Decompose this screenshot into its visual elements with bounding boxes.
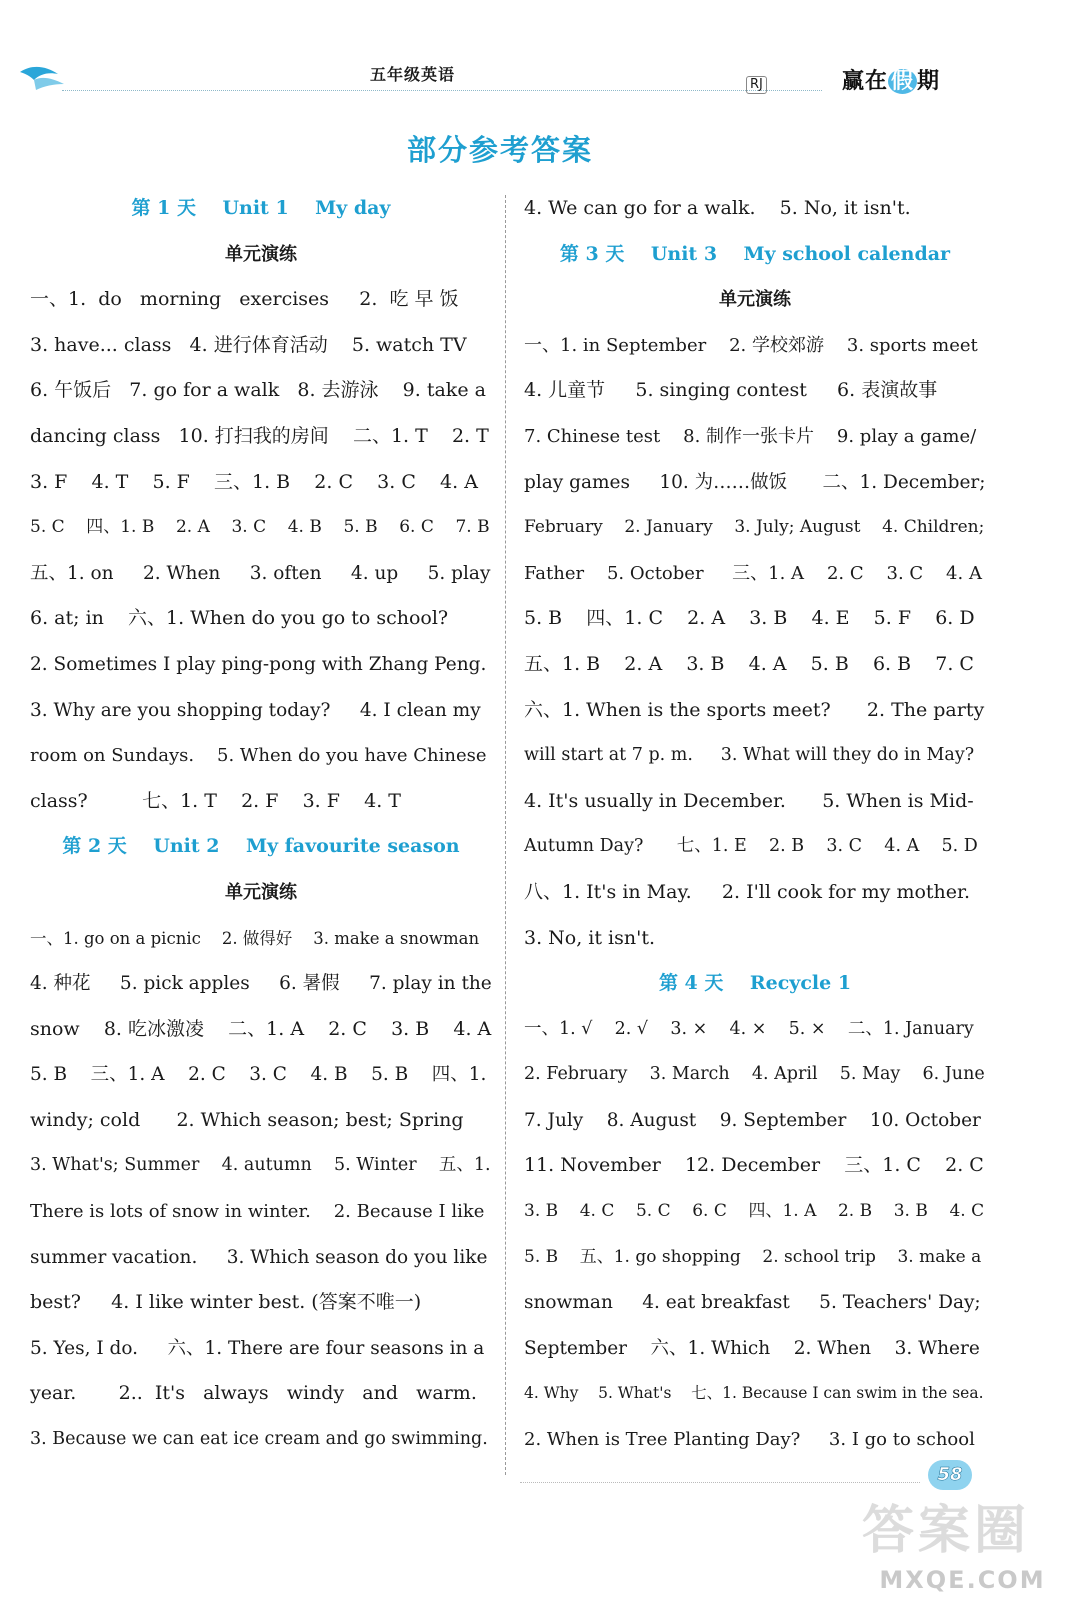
brand-logo: [828, 58, 976, 100]
subject-label: 五年级英语: [370, 65, 456, 84]
watermark-logo: [850, 1488, 1075, 1598]
answer-line: 3. B 4. C 5. C 6. C 四、1. A 2. B 3. B 4. C: [524, 1201, 985, 1222]
answer-line: 5. B 四、1. C 2. A 3. B 4. E 5. F 6. D: [524, 607, 975, 630]
column-divider: [505, 195, 506, 1475]
answer-line: snowman 4. eat breakfast 5. Teachers' Day;: [524, 1292, 981, 1314]
answer-line: February 2. January 3. July; August 4. Children;: [524, 517, 985, 538]
answer-line: 一、1. √ 2. √ 3. × 4. × 5. × 二、1. January: [524, 1018, 974, 1039]
answer-line: 4. 儿童节 5. singing contest 6. 表演故事: [524, 379, 938, 402]
answer-line: 5. B 三、1. A 2. C 3. C 4. B 5. B 四、1.: [30, 1064, 487, 1086]
answer-line: 3. have... class 4. 进行体育活动 5. watch TV: [30, 333, 467, 356]
answer-line: dancing class 10. 打扫我的房间 二、1. T 2. T: [30, 424, 489, 447]
answer-line: windy; cold 2. Which season; best; Spring: [30, 1108, 464, 1131]
answer-line: 4. 种花 5. pick apples 6. 暑假 7. play in the: [30, 973, 492, 995]
footer-dotted-line: [520, 1482, 920, 1483]
page-header: [0, 0, 1083, 110]
answer-line: 7. July 8. August 9. September 10. October: [524, 1109, 981, 1131]
answer-line: 3. No, it isn't.: [524, 926, 656, 949]
watermark-top-text: 答案圈: [862, 1501, 1031, 1561]
brand-part-1: 赢在: [842, 69, 889, 94]
answer-line: 一、1. in September 2. 学校郊游 3. sports meet: [524, 334, 978, 356]
answer-line: 3. Because we can eat ice cream and go swimming.: [30, 1429, 488, 1450]
answer-line: 5. C 四、1. B 2. A 3. C 4. B 5. B 6. C 7. B: [30, 517, 490, 538]
bird-logo-icon: [18, 58, 70, 92]
right-column: [524, 186, 986, 1463]
page-title: 部分参考答案: [406, 133, 593, 167]
brand-part-2: 假: [888, 69, 917, 94]
answer-line: Father 5. October 三、1. A 2. C 3. C 4. A: [524, 562, 982, 584]
answer-line: 4. Why 5. What's 七、1. Because I can swim in the sea.: [524, 1384, 984, 1403]
answer-line: 八、1. It's in May. 2. I'll cook for my mother.: [524, 880, 971, 903]
page-number-badge: 58: [928, 1460, 972, 1490]
answer-line: There is lots of snow in winter. 2. Because I like: [30, 1201, 485, 1223]
answer-line: 5. B 五、1. go shopping 2. school trip 3. make a: [524, 1246, 982, 1267]
answer-line: 一、1. do morning exercises 2. 吃 早 饭: [30, 288, 459, 311]
answer-line: 6. 午饭后 7. go for a walk 8. 去游泳 9. take a: [30, 379, 486, 402]
answer-line: best? 4. I like winter best. (答案不唯一): [30, 1291, 422, 1314]
answer-line: class? 七、1. T 2. F 3. F 4. T: [30, 789, 401, 812]
left-column: [30, 186, 492, 1463]
answer-line: 五、1. on 2. When 3. often 4. up 5. play: [30, 562, 491, 584]
answer-line: 11. November 12. December 三、1. C 2. C: [524, 1154, 984, 1177]
section-heading: 第 2 天 Unit 2 My favourite season: [62, 835, 460, 858]
answer-line: 4. It's usually in December. 5. When is Mid-: [524, 789, 974, 812]
subsection-label: 单元演练: [719, 289, 791, 311]
answer-line: 3. What's; Summer 4. autumn 5. Winter 五、1.: [30, 1155, 491, 1176]
answer-line: 4. We can go for a walk. 5. No, it isn't.: [524, 197, 911, 219]
answer-line: 5. Yes, I do. 六、1. There are four seasons in a: [30, 1337, 485, 1359]
answer-line: 3. F 4. T 5. F 三、1. B 2. C 3. C 4. A: [30, 470, 478, 493]
answer-line: 2. February 3. March 4. April 5. May 6. June: [524, 1064, 985, 1085]
answer-line: year. 2.. It's always windy and warm.: [30, 1382, 477, 1405]
edition-badge: RJ: [746, 76, 767, 94]
answer-line: 六、1. When is the sports meet? 2. The party: [524, 698, 985, 721]
answer-line: snow 8. 吃冰激凌 二、1. A 2. C 3. B 4. A: [30, 1017, 492, 1040]
answer-line: 6. at; in 六、1. When do you go to school?: [30, 607, 449, 630]
answer-line: 7. Chinese test 8. 制作一张卡片 9. play a game/: [524, 425, 977, 447]
answer-line: September 六、1. Which 2. When 3. Where: [524, 1337, 980, 1359]
answer-line: 一、1. go on a picnic 2. 做得好 3. make a snowman: [30, 928, 480, 948]
answer-line: 2. When is Tree Planting Day? 3. I go to school: [524, 1429, 975, 1451]
subsection-label: 单元演练: [225, 881, 297, 903]
subsection-label: 单元演练: [225, 243, 297, 265]
section-heading: 第 3 天 Unit 3 My school calendar: [559, 242, 951, 265]
answer-line: will start at 7 p. m. 3. What will they do in May?: [524, 745, 975, 766]
answer-line: room on Sundays. 5. When do you have Chinese: [30, 745, 487, 767]
watermark-bottom-text: MXQE.COM: [879, 1566, 1046, 1594]
brand-part-3: 期: [917, 69, 941, 94]
answer-line: summer vacation. 3. Which season do you like: [30, 1246, 488, 1268]
answer-line: 3. Why are you shopping today? 4. I clean my: [30, 699, 481, 721]
answer-line: 五、1. B 2. A 3. B 4. A 5. B 6. B 7. C: [524, 652, 974, 675]
section-heading: 第 4 天 Recycle 1: [658, 972, 852, 995]
answer-line: play games 10. 为……做饭 二、1. December;: [524, 471, 986, 493]
header-dotted-line: [62, 90, 822, 91]
answer-line: 2. Sometimes I play ping-pong with Zhang Peng.: [30, 653, 487, 675]
section-heading: 第 1 天 Unit 1 My day: [131, 197, 391, 219]
answer-line: Autumn Day? 七、1. E 2. B 3. C 4. A 5. D: [524, 836, 978, 857]
